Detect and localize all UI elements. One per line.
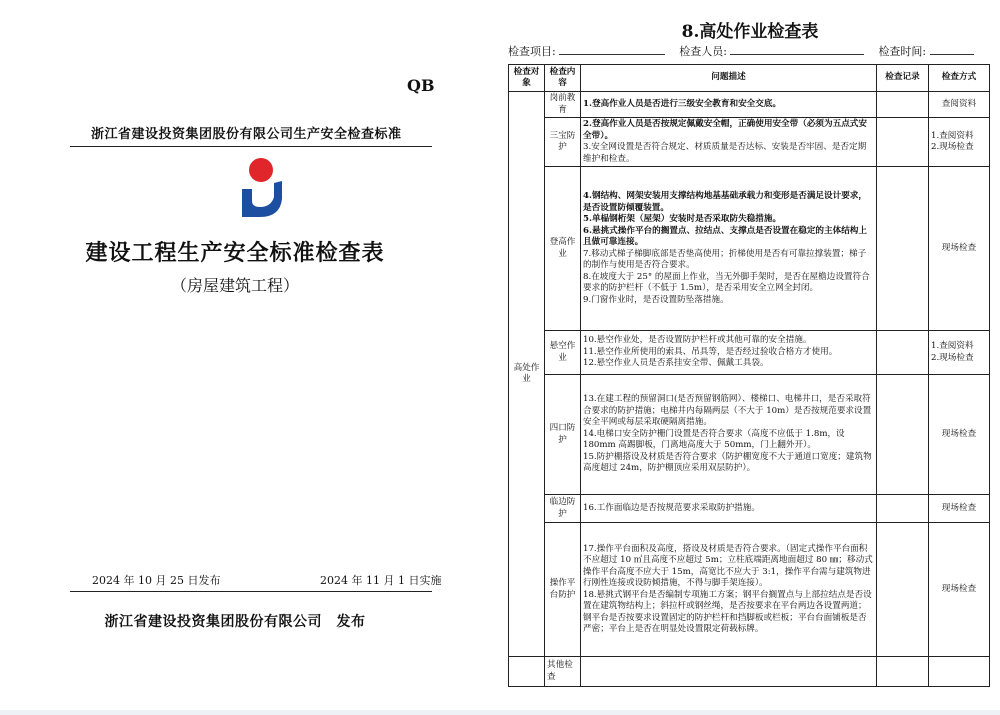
description-cell xyxy=(581,657,877,687)
description-item: 17.操作平台面积及高度，搭设及材质是否符合要求。（固定式操作平台面积不应超过 10 ㎡且高度不应超过 5m；立柱底端距离地面超过 80 ㎜；移动式操作平台高度不应大于 15m，高宽比不应大于 3:1，操作平台需与建筑物进行刚性连接或设防倾措施，不得与脚手架连接）。 xyxy=(583,543,873,588)
method-cell xyxy=(929,657,990,687)
content-cell: 临边防护 xyxy=(545,495,581,523)
record-cell[interactable] xyxy=(877,375,929,495)
header-content: 检查内容 xyxy=(545,65,581,92)
method-cell: 现场检查 xyxy=(929,167,990,331)
record-cell[interactable] xyxy=(877,657,929,687)
table-row xyxy=(509,657,990,687)
description-item: 12.悬空作业人员是否系挂安全带、佩戴工具袋。 xyxy=(583,358,769,369)
table-row xyxy=(509,375,990,495)
description-item: 1.登高作业人员是否进行三级安全教育和安全交底。 xyxy=(583,98,782,109)
header-fields xyxy=(508,43,974,59)
description-item: 7.移动式梯子梯脚底部是否垫高使用；折梯使用是否有可靠拉撑装置；梯子的制作与使用是否符合要求。 xyxy=(583,248,867,270)
time-label: 检查时间: xyxy=(878,45,927,58)
divider xyxy=(70,591,432,592)
description-item: 11.悬空作业所使用的索具、吊具等，是否经过验收合格方才使用。 xyxy=(583,346,838,357)
description-cell xyxy=(581,375,877,495)
header-method: 检查方式 xyxy=(929,65,990,92)
cover-subtitle: （房屋建筑工程） xyxy=(170,276,299,295)
checklist-page xyxy=(500,0,1000,715)
implementation-date: 2024 年 11 月 1 日实施 xyxy=(320,574,442,587)
object-cell: 高处作业 xyxy=(509,92,545,657)
description-item: 14.电梯口安全防护栅门设置是否符合要求（高度不应低于 1.8m，设 180mm 高踢脚板，门离地高度大于 50mm，门上翻外开）。 xyxy=(583,428,845,451)
project-field[interactable] xyxy=(559,43,665,55)
company-logo xyxy=(238,157,286,219)
description-cell xyxy=(581,167,877,331)
method-cell: 现场检查 xyxy=(929,495,990,523)
cover-title: 建设工程生产安全标准检查表 xyxy=(85,240,385,266)
description-item: 8.在坡度大于 25° 的屋面上作业，当无外脚手架时，是否在屋檐边设置符合要求的防护栏杆（不低于 1.5m），是否采用安全立网全封闭。 xyxy=(583,271,870,293)
project-label: 检查项目: xyxy=(508,45,556,58)
table-row xyxy=(509,118,990,167)
table-row xyxy=(509,167,990,331)
content-cell: 操作平台防护 xyxy=(545,523,581,657)
record-cell[interactable] xyxy=(877,118,929,167)
method-cell: 1.查阅资料 2.现场检查 xyxy=(929,331,990,375)
description-cell xyxy=(581,523,877,657)
header-record: 检查记录 xyxy=(877,65,929,92)
content-cell: 四口防护 xyxy=(545,375,581,495)
description-item: 15.防护棚搭设及材质是否符合要求（防护棚宽度不大于通道口宽度；建筑物高度超过 24m，防护棚顶应采用双层防护）。 xyxy=(583,451,872,474)
description-item: 6.悬挑式操作平台的搁置点、拉结点、支撑点是否设置在稳定的主体结构上且做可靠连接。 xyxy=(583,225,867,247)
header-description: 问题描述 xyxy=(581,65,877,92)
description-cell xyxy=(581,331,877,375)
table-row xyxy=(509,92,990,118)
header-object: 检查对象 xyxy=(509,65,545,92)
description-item: 4.钢结构、网架安装用支撑结构地基基础承载力和变形是否满足设计要求，是否设置防倾覆装置。 xyxy=(583,191,867,213)
description-cell xyxy=(581,495,877,523)
method-cell: 查阅资料 xyxy=(929,92,990,118)
content-cell: 岗前教育 xyxy=(545,92,581,118)
content-cell: 其他检查 xyxy=(545,657,581,687)
description-item: 18.悬挑式钢平台是否编制专项施工方案；钢平台搁置点与上部拉结点是否设置在建筑物结构上；斜拉杆或钢丝绳，是否按要求在平台两边各设置两道；钢平台是否按要求设置固定的防护栏杆和挡脚板或栏板；平台台面铺板是否严密；平台上是否在明显处设置限定荷载标牌。 xyxy=(583,589,872,634)
record-cell[interactable] xyxy=(877,331,929,375)
description-cell xyxy=(581,118,877,167)
divider xyxy=(70,146,432,147)
content-cell: 悬空作业 xyxy=(545,331,581,375)
inspector-label: 检查人员: xyxy=(679,45,727,58)
method-cell: 现场检查 xyxy=(929,375,990,495)
description-item: 5.单榀钢桁架（屋架）安装时是否采取防失稳措施。 xyxy=(583,214,782,224)
content-cell: 登高作业 xyxy=(545,167,581,331)
description-item: 13.在建工程的预留洞口(是否预留钢筋网）、楼梯口、电梯井口，是否采取符合要求的防护措施；电梯井内每隔两层（不大于 10m）是否按规范要求设置安全平网或每层采取硬隔离措施。 xyxy=(583,394,872,428)
table-row xyxy=(509,331,990,375)
sheet-title: 8.高处作业检查表 xyxy=(681,22,819,42)
table-header-row xyxy=(509,65,990,92)
method-cell: 1.查阅资料 2.现场检查 xyxy=(929,118,990,167)
method-cell: 现场检查 xyxy=(929,523,990,657)
record-cell[interactable] xyxy=(877,495,929,523)
issue-date: 2024 年 10 月 25 日发布 xyxy=(92,574,221,587)
inspector-field[interactable] xyxy=(730,43,864,55)
description-item: 10.悬空作业处，是否设置防护栏杆或其他可靠的安全措施。 xyxy=(583,335,812,346)
object-cell-empty xyxy=(509,657,545,687)
table-row xyxy=(509,495,990,523)
record-cell[interactable] xyxy=(877,92,929,118)
record-cell[interactable] xyxy=(877,167,929,331)
standard-code: QB xyxy=(407,76,435,95)
bottom-scroll-strip xyxy=(0,710,1000,715)
description-item: 16.工作面临边是否按规范要求采取防护措施。 xyxy=(583,502,760,513)
standard-name: 浙江省建设投资集团股份有限公司生产安全检查标准 xyxy=(91,127,402,142)
table-row xyxy=(509,523,990,657)
time-field[interactable] xyxy=(930,43,974,55)
description-item: 2.登高作业人员是否按规定佩戴安全帽，正确使用安全带（必须为五点式安全带）。 xyxy=(583,119,867,141)
cover-page xyxy=(0,0,470,715)
description-cell xyxy=(581,92,877,118)
description-item: 3.安全网设置是否符合规定、材质质量是否达标、安装是否牢固、是否定期维护和检查。 xyxy=(583,142,867,164)
publisher: 浙江省建设投资集团股份有限公司 发布 xyxy=(104,614,366,630)
description-item: 9.门窗作业时，是否设置防坠落措施。 xyxy=(583,294,729,305)
content-cell: 三宝防护 xyxy=(545,118,581,167)
record-cell[interactable] xyxy=(877,523,929,657)
inspection-table xyxy=(508,64,990,687)
